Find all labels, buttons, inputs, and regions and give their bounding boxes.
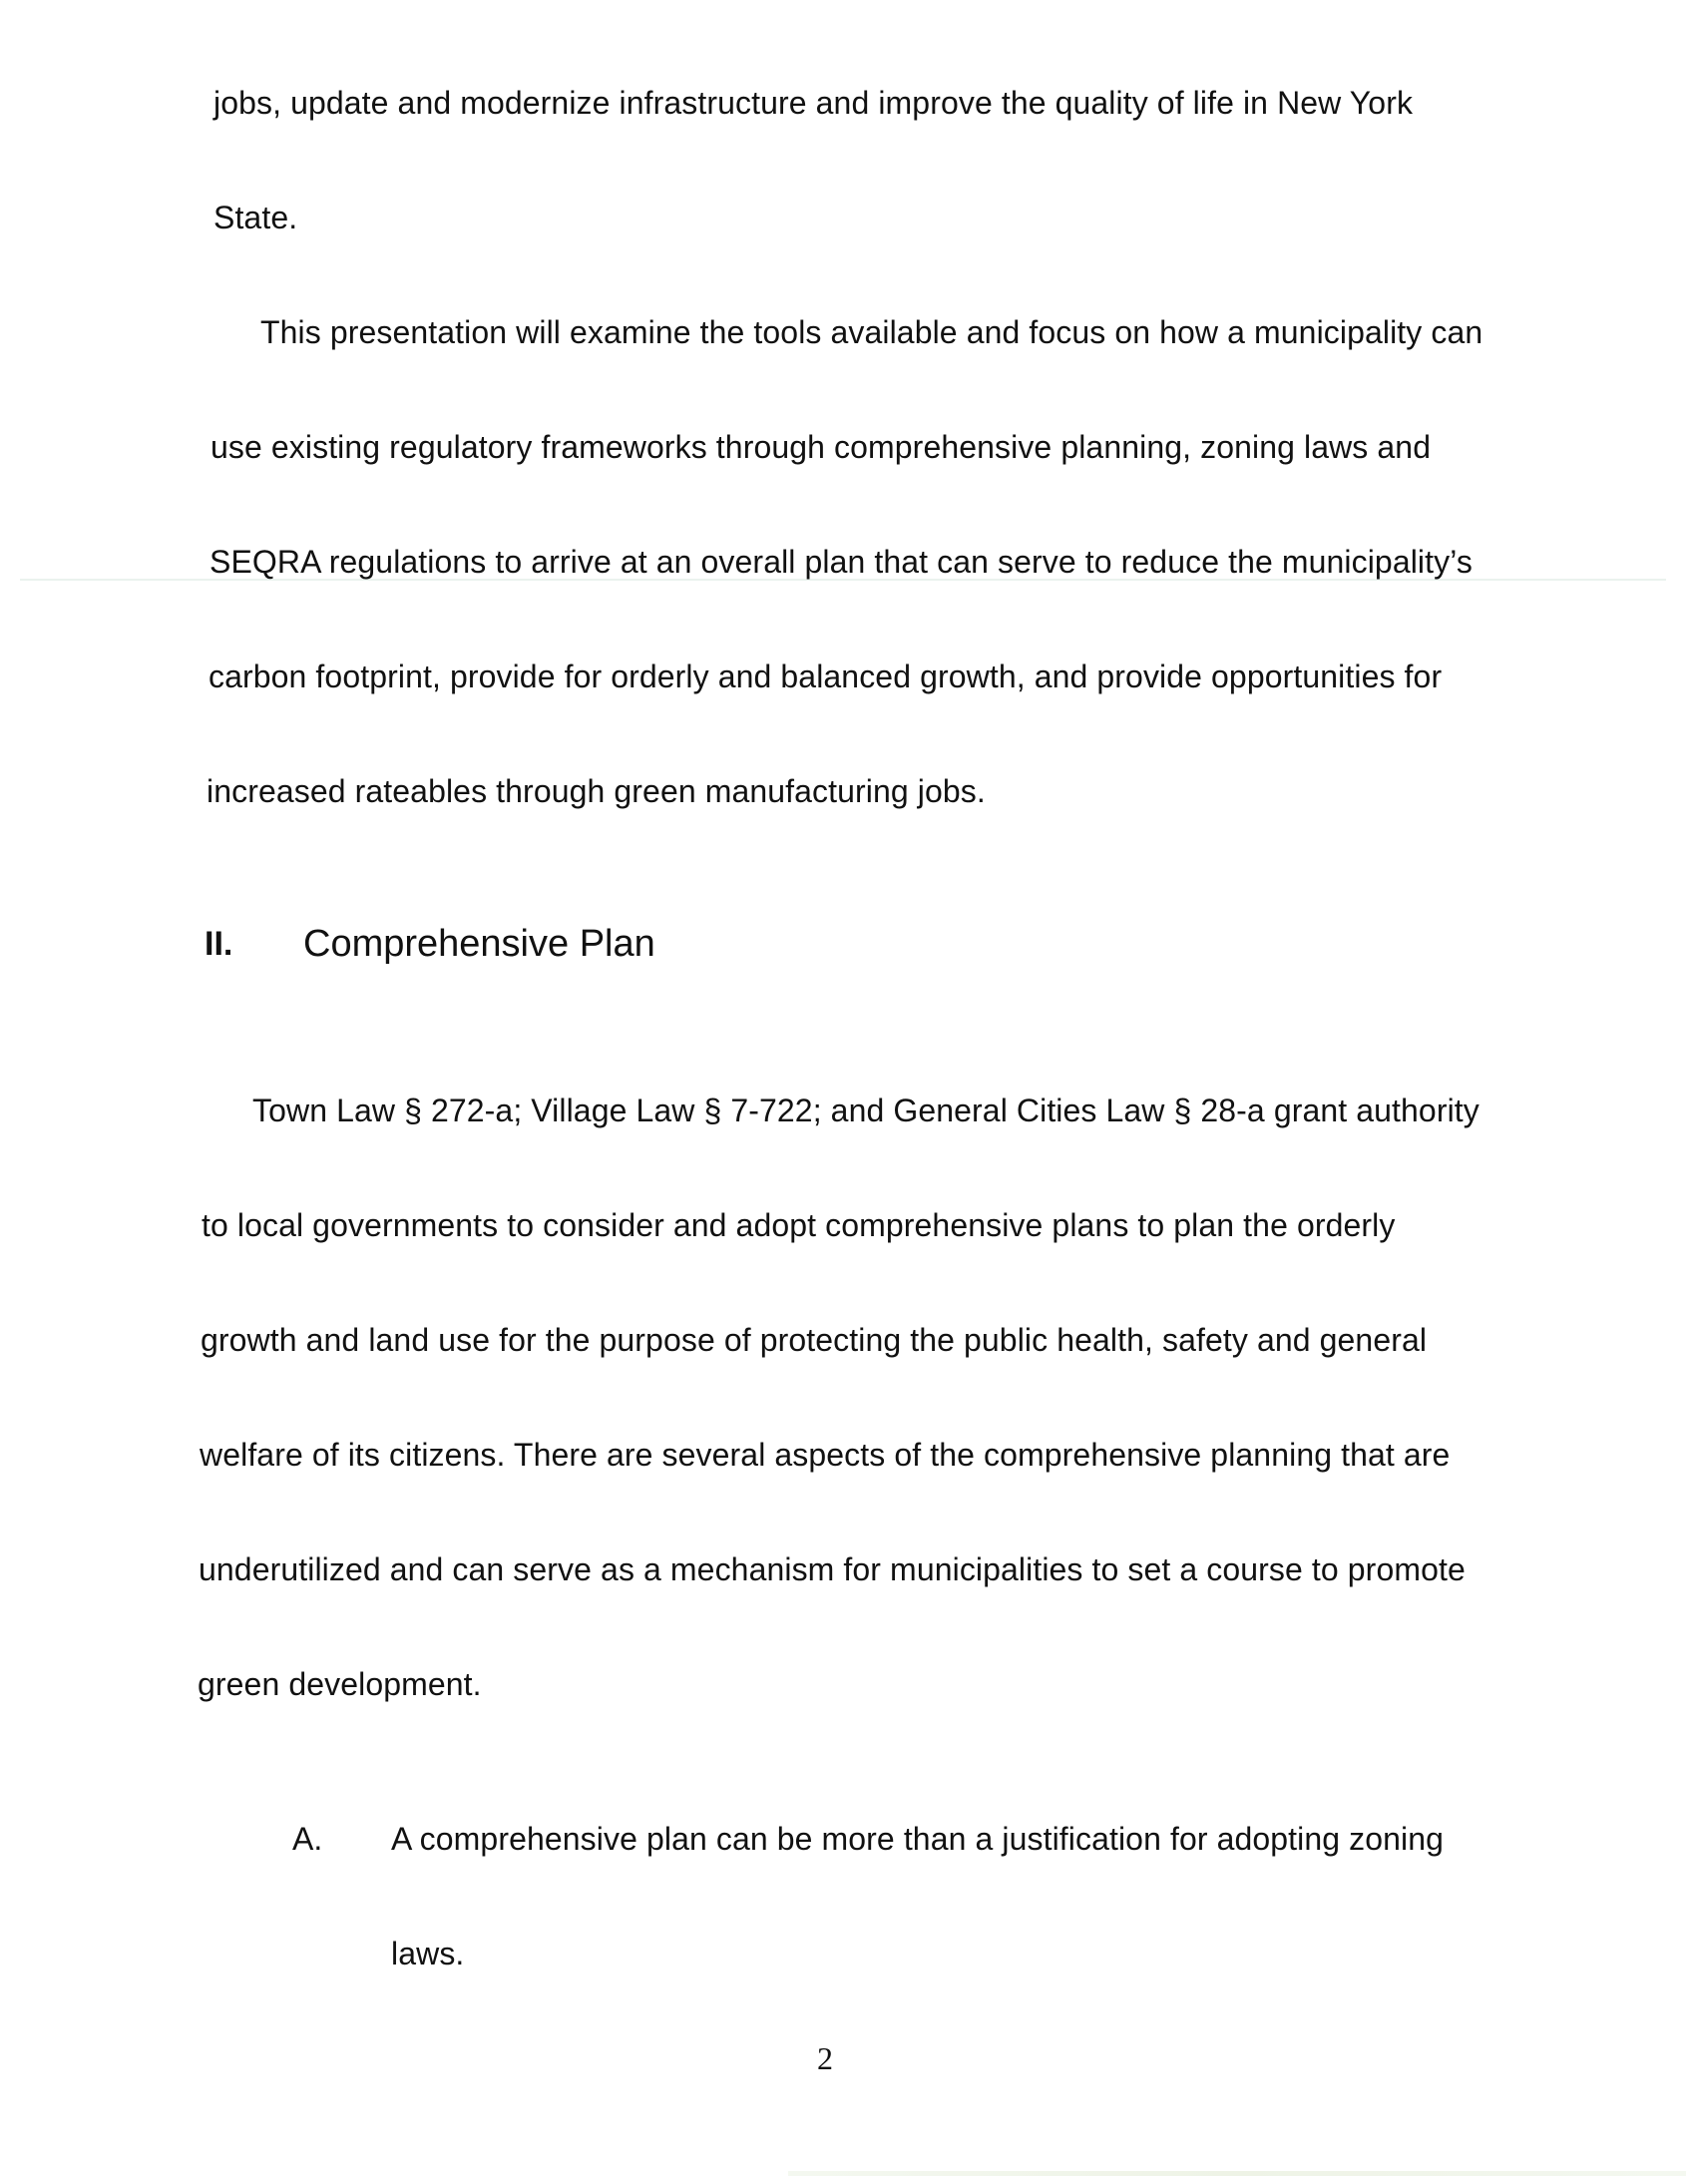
section-title: Comprehensive Plan <box>303 923 655 965</box>
paragraph2-line-1: Town Law § 272-a; Village Law § 7-722; and General Cities Law § 28-a grant authority <box>252 1092 1479 1128</box>
paragraph1-line-3: SEQRA regulations to arrive at an overall plan that can serve to reduce the municipality’s <box>210 544 1473 580</box>
intro-line-2: State. <box>213 200 298 235</box>
list-item-a-line-2: laws. <box>391 1936 465 1971</box>
paragraph1-line-5: increased rateables through green manufacturing jobs. <box>207 773 986 809</box>
paragraph1-line-1: This presentation will examine the tools available and focus on how a municipality can <box>260 314 1483 350</box>
paragraph2-line-6: green development. <box>198 1666 482 1702</box>
intro-line-1: jobs, update and modernize infrastructure and improve the quality of life in New York <box>213 85 1414 121</box>
list-item-a-line-1: A comprehensive plan can be more than a justification for adopting zoning <box>391 1821 1445 1857</box>
paragraph1-line-4: carbon footprint, provide for orderly and balanced growth, and provide opportunities for <box>209 658 1443 694</box>
paragraph2-line-4: welfare of its citizens. There are several aspects of the comprehensive planning that are <box>200 1437 1451 1473</box>
paragraph2-line-3: growth and land use for the purpose of protecting the public health, safety and general <box>201 1322 1428 1358</box>
paragraph2-line-2: to local governments to consider and adopt comprehensive plans to plan the orderly <box>202 1207 1396 1243</box>
paragraph2-line-5: underutilized and can serve as a mechanism for municipalities to set a course to promote <box>199 1551 1466 1587</box>
scan-artifact-bottom <box>788 2171 1686 2176</box>
page-number: 2 <box>817 2040 833 2076</box>
section-number: II. <box>205 925 233 963</box>
paragraph1-line-2: use existing regulatory frameworks through comprehensive planning, zoning laws and <box>211 429 1432 465</box>
list-item-a-marker: A. <box>292 1821 323 1857</box>
